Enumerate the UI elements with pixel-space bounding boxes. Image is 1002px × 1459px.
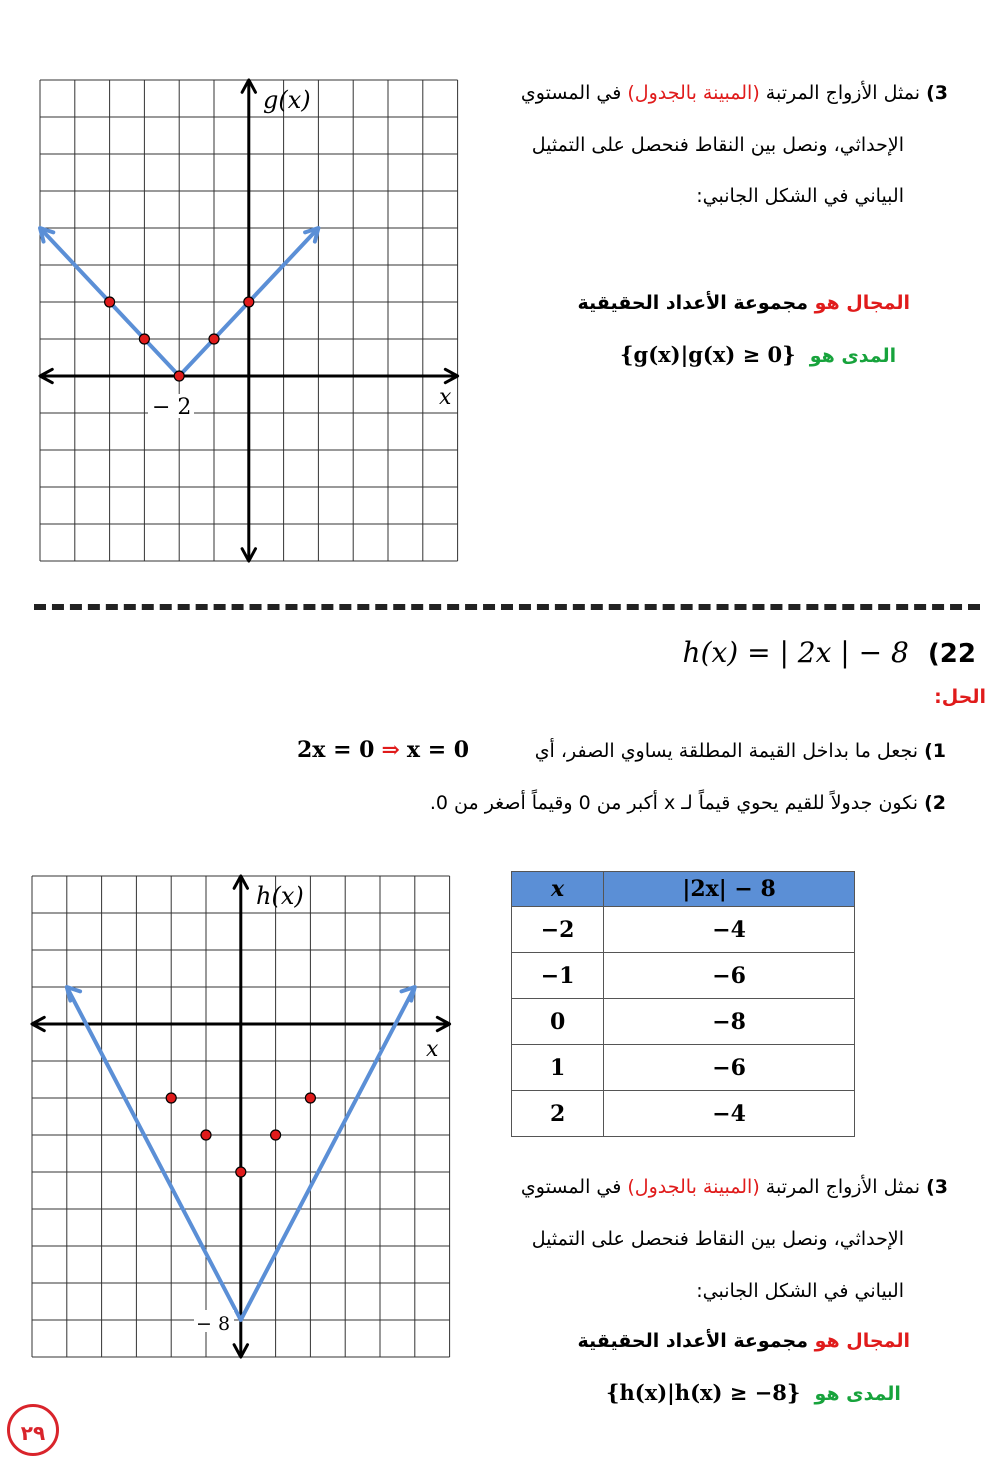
values-table xyxy=(511,871,855,1137)
step-number: 2) xyxy=(924,792,946,814)
data-point xyxy=(139,334,149,344)
range-value: {g(x)|g(x) ≥ 0} xyxy=(620,342,796,367)
problem-header xyxy=(683,636,976,669)
data-point xyxy=(166,1093,176,1103)
x-axis-label: x xyxy=(439,385,452,410)
step1 xyxy=(535,740,946,762)
section-divider xyxy=(34,604,980,610)
table-cell: 2 xyxy=(512,1091,604,1137)
tick-label: − 8 xyxy=(196,1313,231,1335)
table-cell: −8 xyxy=(604,999,855,1045)
data-point xyxy=(244,297,254,307)
text: نكون جدولاً للقيم يحوي قيماً لـ x أكبر من 0 وقيماً أصغر من 0. xyxy=(429,792,919,814)
table-row xyxy=(512,1091,855,1137)
step-number: 3) xyxy=(926,82,948,104)
table-header: x xyxy=(512,872,604,907)
text: في المستوي xyxy=(520,82,622,104)
table-cell: −4 xyxy=(604,1091,855,1137)
tick-label: − 2 xyxy=(152,395,192,420)
domain-value: مجموعة الأعداد الحقيقية xyxy=(577,1330,808,1352)
math-expr: x = 0 xyxy=(406,737,470,763)
y-axis-label: h(x) xyxy=(256,882,304,910)
step2 xyxy=(430,792,946,814)
x-axis-label: x xyxy=(426,1037,439,1062)
text: نمثل الأزواج المرتبة xyxy=(765,1176,921,1198)
domain-value: مجموعة الأعداد الحقيقية xyxy=(577,292,808,314)
table-header: |2x| − 8 xyxy=(604,872,855,907)
arrow-icon: ⇒ xyxy=(381,737,400,763)
range-line xyxy=(620,342,896,367)
table-row xyxy=(512,907,855,953)
range-line xyxy=(606,1380,901,1405)
data-point xyxy=(271,1130,281,1140)
step3-line1 xyxy=(521,82,948,104)
equation: h(x) = | 2x | − 8 xyxy=(682,636,909,669)
data-point xyxy=(105,297,115,307)
table-row xyxy=(512,999,855,1045)
solution-label: الحل: xyxy=(934,686,986,708)
range-label: المدى هو xyxy=(809,345,897,367)
table-row xyxy=(512,1045,855,1091)
range-value: {h(x)|h(x) ≥ −8} xyxy=(606,1380,801,1405)
step3-line3: البياني في الشكل الجانبي: xyxy=(696,1280,904,1302)
range-label: المدى هو xyxy=(814,1383,901,1405)
table-cell: 0 xyxy=(512,999,604,1045)
table-row xyxy=(512,953,855,999)
step3-line2: الإحداثي، ونصل بين النقاط فنحصل على التمثيل xyxy=(531,1228,904,1250)
highlight-text: (المبينة بالجدول) xyxy=(627,82,760,104)
domain-line xyxy=(578,1330,910,1352)
step3-line3: البياني في الشكل الجانبي: xyxy=(696,185,904,207)
highlight-text: (المبينة بالجدول) xyxy=(627,1176,760,1198)
data-point xyxy=(236,1167,246,1177)
graph-g xyxy=(30,72,470,572)
table-cell: −1 xyxy=(512,953,604,999)
table-cell: −4 xyxy=(604,907,855,953)
table-cell: −6 xyxy=(604,953,855,999)
table-cell: −6 xyxy=(604,1045,855,1091)
table-cell: 1 xyxy=(512,1045,604,1091)
text: نجعل ما بداخل القيمة المطلقة يساوي الصفر، أي xyxy=(534,740,919,762)
step-number: 3) xyxy=(926,1176,948,1198)
data-point xyxy=(209,334,219,344)
text: في المستوي xyxy=(520,1176,622,1198)
data-point xyxy=(174,371,184,381)
step3-line1 xyxy=(521,1176,948,1198)
page-number: ٢٩ xyxy=(7,1404,59,1456)
step3-line2: الإحداثي، ونصل بين النقاط فنحصل على التمثيل xyxy=(531,134,904,156)
domain-line xyxy=(578,292,910,314)
table-header-row xyxy=(512,872,855,907)
step-number: 1) xyxy=(924,740,946,762)
data-point xyxy=(201,1130,211,1140)
domain-label: المجال هو xyxy=(814,1330,910,1352)
table-cell: −2 xyxy=(512,907,604,953)
domain-label: المجال هو xyxy=(814,292,910,314)
graph-h xyxy=(24,868,456,1362)
math-expr: 2x = 0 xyxy=(297,737,375,763)
problem-number: (22 xyxy=(927,639,976,669)
text: نمثل الأزواج المرتبة xyxy=(765,82,921,104)
data-point xyxy=(305,1093,315,1103)
y-axis-label: g(x) xyxy=(263,86,311,114)
step1-math xyxy=(297,737,469,763)
